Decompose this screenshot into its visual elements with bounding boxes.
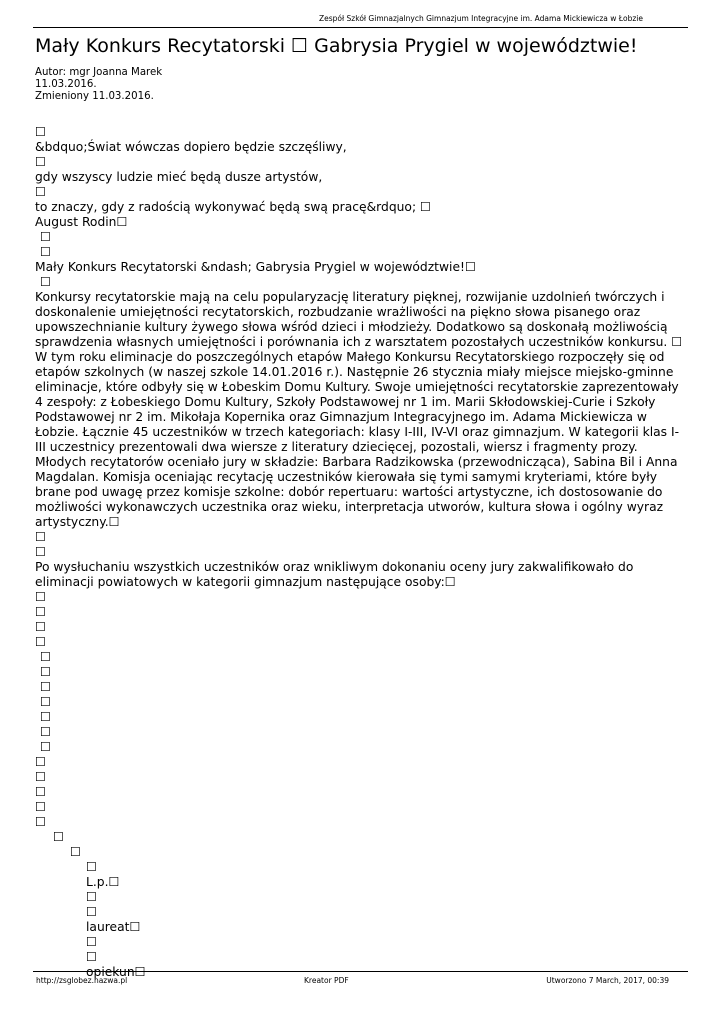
quote-line: to znaczy, gdy z radością wykonywać będą swą pracę&rdquo; ☐ — [35, 200, 432, 214]
header-school-name: Zespół Szkół Gimnazjalnych Gimnazjum Integracyjne im. Adama Mickiewicza w Łobzie — [319, 14, 643, 23]
author-line: Autor: mgr Joanna Marek — [35, 67, 163, 78]
article-body — [35, 125, 685, 980]
footer-generator: Kreator PDF — [304, 976, 349, 985]
placeholder-box: ☐ — [40, 710, 52, 724]
placeholder-box: ☐ — [70, 845, 82, 859]
placeholder-box: ☐ — [35, 755, 47, 769]
placeholder-box: ☐ — [40, 245, 52, 259]
quote-line: gdy wszyscy ludzie mieć będą dusze artystów, — [35, 170, 323, 184]
footer-url: http://zsglobez.nazwa.pl — [36, 976, 128, 985]
placeholder-box: ☐ — [35, 125, 47, 139]
quote-line: &bdquo;Świat wówczas dopiero będzie szczęśliwy, — [35, 140, 347, 154]
placeholder-box: ☐ — [40, 695, 52, 709]
table-header-laureat: laureat☐ — [86, 920, 141, 934]
table-header-opiekun: opiekun☐ — [86, 965, 146, 979]
placeholder-box: ☐ — [53, 830, 65, 844]
placeholder-box: ☐ — [35, 620, 47, 634]
placeholder-box: ☐ — [86, 935, 98, 949]
quote-author: August Rodin☐ — [35, 215, 128, 229]
placeholder-box: ☐ — [86, 890, 98, 904]
article-meta — [35, 67, 162, 103]
footer-created: Utworzono 7 March, 2017, 00:39 — [546, 976, 669, 985]
body-paragraph: Po wysłuchaniu wszystkich uczestników oraz wnikliwym dokonaniu oceny jury zakwalifikowało do eliminacji powiatowych w kategorii gimnazjum następujące osoby:☐ — [35, 560, 634, 589]
placeholder-box: ☐ — [35, 185, 47, 199]
placeholder-box: ☐ — [40, 650, 52, 664]
placeholder-box: ☐ — [35, 530, 47, 544]
placeholder-box: ☐ — [35, 800, 47, 814]
placeholder-box: ☐ — [35, 770, 47, 784]
modified-line: Zmieniony 11.03.2016. — [35, 91, 154, 102]
placeholder-box: ☐ — [40, 665, 52, 679]
table-header-lp: L.p.☐ — [86, 875, 120, 889]
placeholder-box: ☐ — [35, 605, 47, 619]
placeholder-box: ☐ — [40, 275, 52, 289]
placeholder-box: ☐ — [35, 590, 47, 604]
placeholder-box: ☐ — [86, 950, 98, 964]
placeholder-box: ☐ — [40, 725, 52, 739]
body-paragraph: Konkursy recytatorskie mają na celu popularyzację literatury pięknej, rozwijanie uzdolnień twórczych i doskonalenie umiejętności recytatorskich, rozbudzanie wrażliwości na piękno słowa pisanego oraz upowszechnianie kultury żywego słowa wśród dzieci i młodzieży. Dodatkowo są doskonałą możliwością sprawdzenia własnych umiejętności i porównania ich z warsztatem pozostałych uczestników konkursu. ☐ W tym roku eliminacje do poszczególnych etapów Małego Konkursu Recytatorskiego rozpoczęły się od etapów szkolnych (w naszej szkole 14.01.2016 r.). Następnie 26 stycznia miały miejsce miejsko-gminne eliminacje, które odbyły się w Łobeskim Domu Kultury. Swoje umiejętności recytatorskie zaprezentowały 4 zespoły: z Łobeskiego Domu Kultury, Szkoły Podstawowej nr 1 im. Marii Skłodowskiej-Curie i Szkoły Podstawowej nr 2 im. Mikołaja Kopernika oraz Gimnazjum Integracyjnego im. Adama Mickiewicza w Łobzie. Łącznie 45 uczestników w trzech kategoriach: klasy I-III, IV-VI oraz gimnazjum. W kategorii klas I-III uczestnicy prezentowali dwa wiersze z literatury dziecięcej, pozostali, wiersz i fragmenty prozy. Młodych recytatorów oceniało jury w składzie: Barbara Radzikowska (przewodnicząca), Sabina Bil i Anna Magdalan. Komisja oceniając recytację uczestników kierowała się tymi samymi kryteriami, które były brane pod uwagę przez komisje szkolne: dobór repertuaru: wartości artystyczne, ich dostosowanie do możliwości wykonawczych uczestnika oraz wieku, interpretacja utworów, kultura słowa i ogólny wyraz artystyczny.☐ — [35, 290, 683, 529]
footer-divider — [33, 971, 688, 972]
article-subtitle: Mały Konkurs Recytatorski &ndash; Gabrysia Prygiel w województwie!☐ — [35, 260, 476, 274]
placeholder-box: ☐ — [40, 230, 52, 244]
placeholder-box: ☐ — [40, 680, 52, 694]
placeholder-box: ☐ — [35, 635, 47, 649]
placeholder-box: ☐ — [86, 905, 98, 919]
placeholder-box: ☐ — [35, 785, 47, 799]
placeholder-box: ☐ — [35, 155, 47, 169]
placeholder-box: ☐ — [35, 815, 47, 829]
page-title: Mały Konkurs Recytatorski ☐ Gabrysia Prygiel w województwie! — [35, 35, 638, 57]
date-line: 11.03.2016. — [35, 79, 97, 90]
placeholder-box: ☐ — [40, 740, 52, 754]
header-divider — [33, 27, 688, 28]
placeholder-box: ☐ — [86, 860, 98, 874]
placeholder-box: ☐ — [35, 545, 47, 559]
